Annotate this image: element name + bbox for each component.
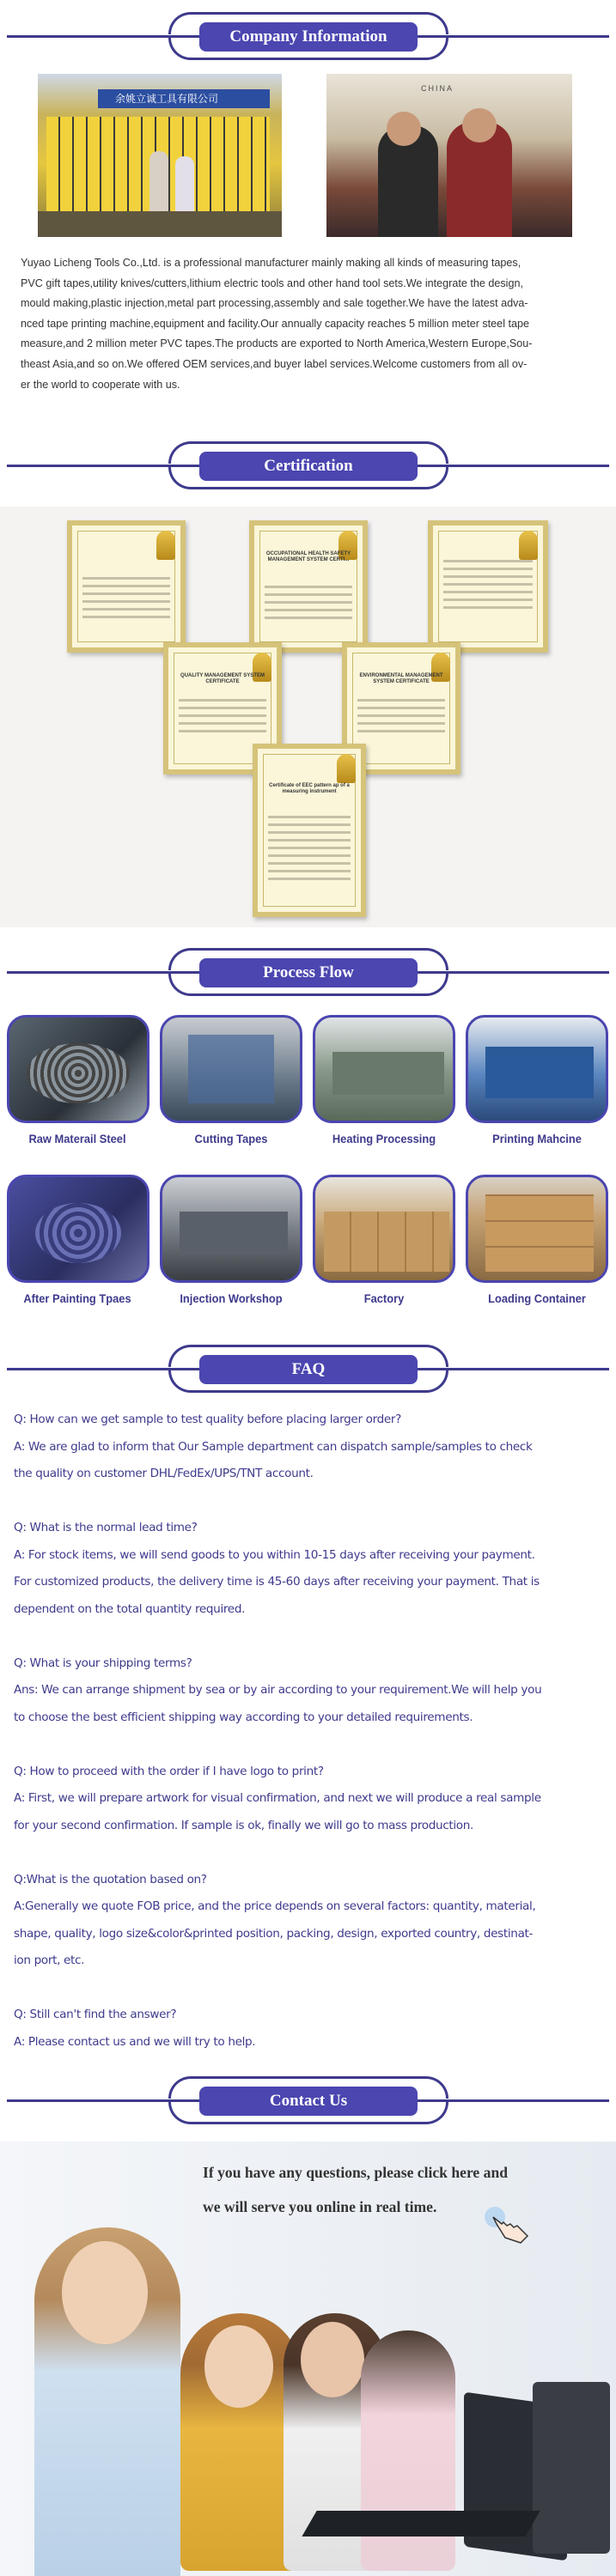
process-photo-injection <box>160 1175 302 1283</box>
process-flow-banner <box>0 945 616 999</box>
pointing-hand-icon[interactable] <box>490 2212 533 2246</box>
process-label: Printing Mahcine <box>492 1132 582 1145</box>
agent-face <box>301 2322 364 2397</box>
agent-face <box>62 2241 148 2344</box>
faq-line: Ans: We can arrange shipment by sea or by air according to your requirement.We will help you <box>14 1683 542 1697</box>
faq-line: dependent on the total quantity required. <box>14 1601 246 1616</box>
faq-line: Q: What is your shipping terms? <box>14 1656 192 1670</box>
certification-banner <box>0 438 616 493</box>
certificate-title: QUALITY MANAGEMENT SYSTEM CERTIFICATE <box>180 673 265 684</box>
faq-line: the quality on customer DHL/FedEx/UPS/TNT account. <box>14 1467 314 1480</box>
intro-line: mould making,plastic injection,metal part processing,assembly and sale together.We have the latest adva- <box>21 297 528 310</box>
contact-panel[interactable] <box>0 2142 616 2576</box>
process-photo-cutting <box>160 1015 302 1123</box>
process-label: Raw Materail Steel <box>28 1132 126 1145</box>
faq-line: shape, quality, logo size&color&printed position, packing, design, exported country, destinat- <box>14 1926 534 1941</box>
faq-line: for your second confirmation. If sample is ok, finally we will go to mass production. <box>14 1818 474 1832</box>
intro-line: Yuyao Licheng Tools Co.,Ltd. is a professional manufacturer mainly making all kinds of measuring tapes, <box>21 257 521 269</box>
contact-line: we will serve you online in real time. <box>203 2198 437 2215</box>
process-label: Loading Container <box>488 1291 586 1305</box>
process-label: Heating Processing <box>332 1132 436 1145</box>
faq-line: to choose the best efficient shipping way according to your detailed requirements. <box>14 1710 473 1724</box>
faq-line: Q:What is the quotation based on? <box>14 1872 207 1886</box>
company-intro <box>21 253 598 395</box>
intro-line: theast Asia,and so on.We offered OEM services,and buyer label services.Welcome customers from all ov- <box>21 357 528 370</box>
process-photo-loading <box>466 1175 608 1283</box>
contact-line: If you have any questions, please click here and <box>203 2164 509 2181</box>
faq-line: A: First, we will prepare artwork for visual confirmation, and next we will produce a real sample <box>14 1791 541 1805</box>
faq-line: A: We are glad to inform that Our Sample department can dispatch sample/samples to check <box>14 1439 533 1454</box>
contact-title: Contact Us <box>199 2087 418 2116</box>
certificate-title: ENVIRONMENTAL MANAGEMENT SYSTEM CERTIFICATE <box>359 673 443 684</box>
agent-face <box>204 2325 273 2408</box>
certificate-title: OCCUPATIONAL HEALTH SAFETY MANAGEMENT SYSTEM CERTI... <box>265 551 351 562</box>
faq-line: A:Generally we quote FOB price, and the price depends on several factors: quantity, material, <box>14 1899 536 1913</box>
faq-line: Q: How to proceed with the order if I have logo to print? <box>14 1764 324 1778</box>
process-photo-raw-steel <box>7 1015 149 1123</box>
booth-sign: 余姚立诚工具有限公司 <box>115 93 219 105</box>
process-photo-after-painting <box>7 1175 149 1283</box>
process-label: Cutting Tapes <box>194 1132 268 1145</box>
exhibition-booth-photo <box>38 74 282 237</box>
process-label: Factory <box>363 1291 405 1305</box>
process-flow-title: Process Flow <box>199 958 418 987</box>
company-info-banner <box>0 9 616 64</box>
intro-line: PVC gift tapes,utility knives/cutters,lithium electric tools and other hand tool sets.We integrate the design, <box>21 276 523 289</box>
faq-line: A: For stock items, we will send goods to you within 10-15 days after receiving your payment. <box>14 1547 535 1562</box>
faq-line: For customized products, the delivery time is 45-60 days after receiving your payment. That is <box>14 1575 540 1589</box>
process-label: Injection Workshop <box>180 1291 283 1305</box>
contact-message[interactable] <box>203 2155 508 2224</box>
intro-line: nced tape printing machine,equipment and facility.Our annually capacity reaches 5 million meter steel tape <box>21 317 529 330</box>
faq-banner <box>0 1341 616 1396</box>
faq-title: FAQ <box>199 1355 418 1384</box>
china-label: CHINA <box>421 84 454 93</box>
keyboard <box>302 2511 540 2537</box>
company-info-title: Company Information <box>199 22 418 52</box>
certificate-title: Certificate of EEC pattern ap of a measuring instrument <box>269 783 350 794</box>
person-figure <box>175 156 194 211</box>
process-photo-printing <box>466 1015 608 1123</box>
certificate <box>253 744 366 917</box>
certificate <box>67 520 186 653</box>
certificate <box>428 520 548 653</box>
process-photo-heating <box>313 1015 455 1123</box>
contact-banner <box>0 2073 616 2128</box>
faq-list <box>14 1406 607 2056</box>
customers-photo <box>326 74 572 237</box>
faq-line: Q: How can we get sample to test quality before placing larger order? <box>14 1413 402 1426</box>
process-label: After Painting Tpaes <box>23 1291 131 1305</box>
faq-line: Q: What is the normal lead time? <box>14 1521 198 1534</box>
intro-line: measure,and 2 million meter PVC tapes.The products are exported to North America,Western Europe,Sou- <box>21 337 533 350</box>
certification-title: Certification <box>199 452 418 481</box>
process-photo-factory <box>313 1175 455 1283</box>
faq-line: Q: Still can't find the answer? <box>14 2008 177 2021</box>
faq-line: ion port, etc. <box>14 1953 85 1967</box>
monitor <box>533 2382 610 2554</box>
faq-line: A: Please contact us and we will try to help. <box>14 2034 256 2049</box>
person-figure <box>149 151 168 211</box>
certificates-panel <box>0 507 616 927</box>
certificate <box>249 520 368 653</box>
intro-line: er the world to cooperate with us. <box>21 378 180 391</box>
